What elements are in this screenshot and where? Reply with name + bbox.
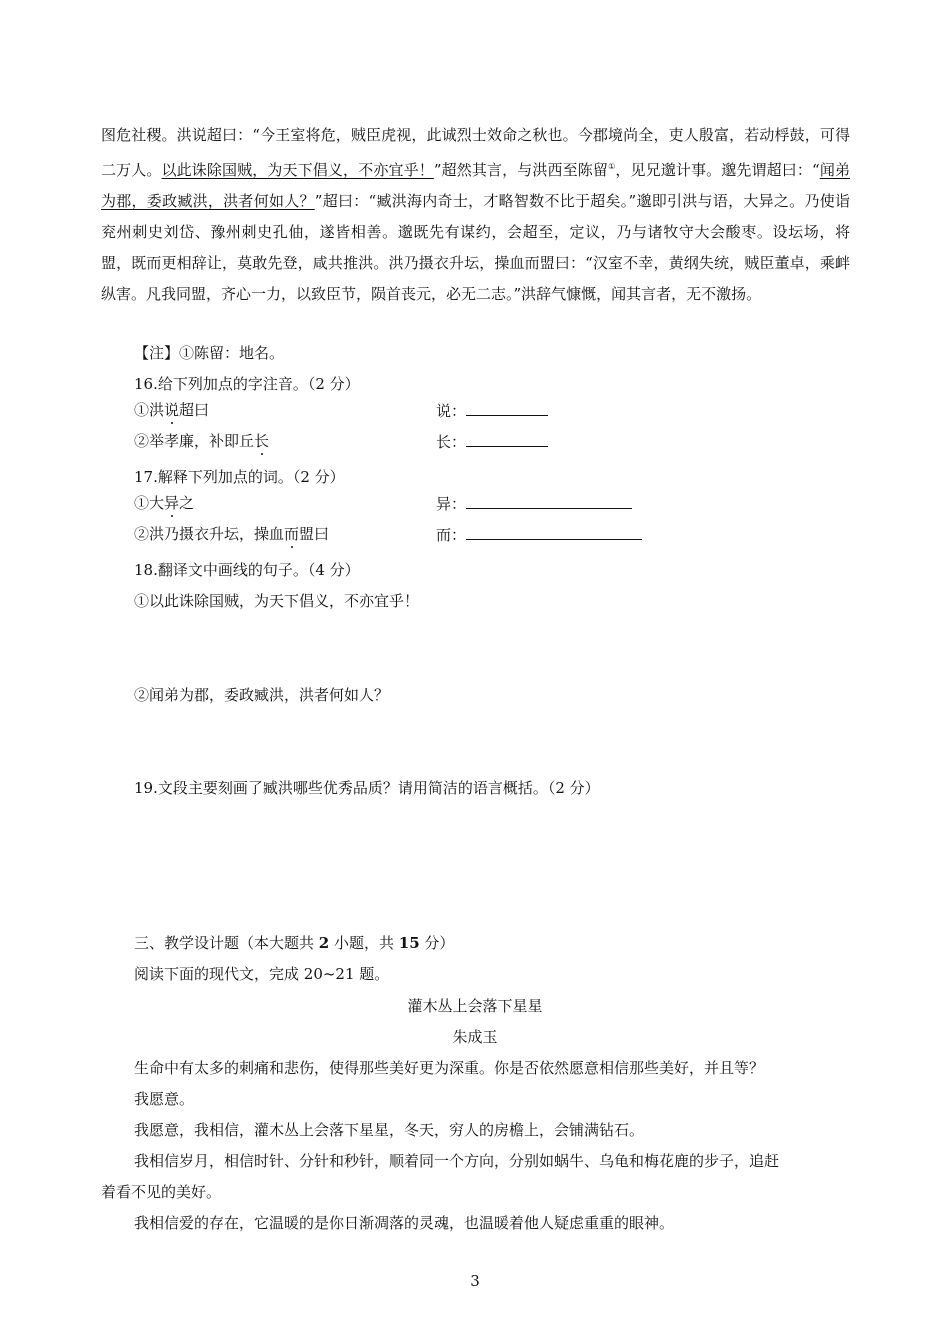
article-paragraph-3: 我愿意，我相信，灌木丛上会落下星星，冬天，穷人的房檐上，会铺满钻石。 (134, 1121, 645, 1139)
question-18-item-1: ①以此诛除国贼，为天下倡义，不亦宜乎！ (134, 592, 420, 610)
question-17-item-1: ①大异之 (134, 494, 195, 512)
answer-16-2[interactable]: 长： (436, 431, 548, 452)
answer-17-1[interactable]: 异： (436, 493, 632, 514)
answer-blank[interactable] (466, 524, 642, 540)
answer-blank[interactable] (466, 400, 548, 416)
answer-16-1[interactable]: 说： (436, 400, 548, 421)
section-3-heading: 三、教学设计题（本大题共 2 小题，共 15 分） (134, 934, 455, 952)
underlined-sentence-2: 闻弟为郡，委政臧洪，洪者何如人？ (101, 161, 850, 210)
question-18-title: 18.翻译文中画线的句子。（4 分） (134, 561, 360, 579)
footnote: 【注】①陈留：地名。 (134, 344, 285, 362)
question-16-item-1: ①洪说超曰 (134, 401, 210, 419)
footnote-marker: ① (608, 162, 616, 171)
question-19-title: 19.文段主要刻画了臧洪哪些优秀品质？请用简洁的语言概括。（2 分） (134, 779, 600, 797)
reading-instruction: 阅读下面的现代文，完成 20~21 题。 (134, 965, 390, 983)
underlined-sentence-1: 以此诛除国贼，为天下倡义，不亦宜乎！ (161, 161, 434, 179)
article-paragraph-4-cont: 着看不见的美好。 (101, 1183, 222, 1201)
article-paragraph-4: 我相信岁月，相信时针、分针和秒针，顺着同一个方向，分别如蜗牛、乌龟和梅花鹿的步子，追赶 (134, 1152, 780, 1170)
question-17-title: 17.解释下列加点的词。（2 分） (134, 468, 345, 486)
answer-17-2[interactable]: 而： (436, 524, 642, 545)
dotted-char: 说 (164, 401, 180, 419)
article-author: 朱成玉 (452, 1028, 498, 1046)
answer-blank[interactable] (466, 431, 548, 447)
question-16-title: 16.给下列加点的字注音。（2 分） (134, 375, 360, 393)
article-paragraph-5: 我相信爱的存在，它温暖的是你日渐凋落的灵魂，也温暖着他人疑虑重重的眼神。 (134, 1214, 675, 1232)
dotted-char: 而 (284, 525, 300, 543)
article-paragraph-1: 生命中有太多的刺痛和悲伤，使得那些美好更为深重。你是否依然愿意相信那些美好，并且等？ (134, 1059, 765, 1077)
dotted-char: 异 (164, 494, 180, 512)
question-16-item-2: ②举孝廉，补即丘长 (134, 432, 270, 450)
page-number: 3 (470, 1272, 480, 1290)
answer-blank[interactable] (466, 493, 632, 509)
question-17-item-2: ②洪乃摄衣升坛，操血而盟曰 (134, 525, 330, 543)
article-title: 灌木丛上会落下星星 (407, 997, 543, 1015)
dotted-char: 长 (254, 432, 270, 450)
classical-passage: 图危社稷。洪说超曰：“今王室将危，贼臣虎视，此诚烈士效命之秋也。今郡境尚全，吏人殷富，若动桴鼓，可得二万人。以此诛除国贼，为天下倡义，不亦宜乎！”超然其言，与洪西至陈留①，见兄邈计事。邈先谓超曰：“闻弟为郡，委政臧洪，洪者何如人？”超曰：“臧洪海内奇士，才略智数不比于超矣。”邈即引洪与语，大异之。乃使诣兖州刺史刘岱、豫州刺史孔伷，遂皆相善。邈既先有谋约，会超至，定议，乃与诸牧守大会酸枣。设坛场，将盟，既而更相辞让，莫敢先登，咸共推洪。洪乃摄衣升坛，操血而盟曰：“汉室不幸，黄纲失统，贼臣董卓，乘衅纵害。凡我同盟，齐心一力，以致臣节，陨首丧元，必无二志。”洪辞气慷慨，闻其言者，无不激扬。 (101, 126, 850, 303)
question-18-item-2: ②闻弟为郡，委政臧洪，洪者何如人？ (134, 686, 390, 704)
article-paragraph-2: 我愿意。 (134, 1090, 195, 1108)
